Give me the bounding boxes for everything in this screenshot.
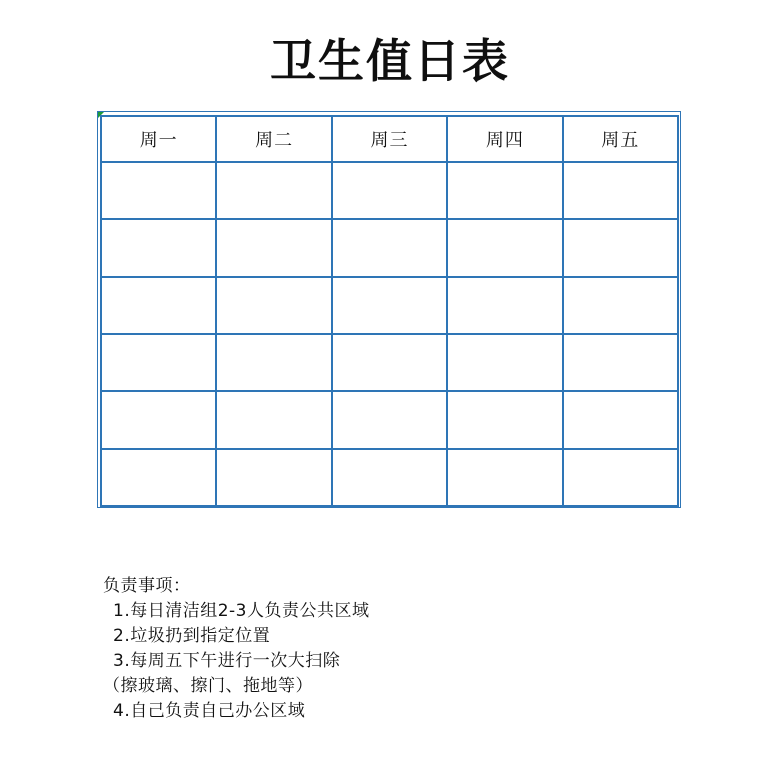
table-cell[interactable] bbox=[563, 162, 678, 219]
table-cell[interactable] bbox=[332, 162, 447, 219]
table-cell[interactable] bbox=[101, 391, 216, 448]
table-cell[interactable] bbox=[332, 391, 447, 448]
table-row bbox=[101, 391, 678, 448]
header-monday[interactable]: 周一 bbox=[101, 116, 216, 162]
table-row bbox=[101, 219, 678, 276]
header-friday[interactable]: 周五 bbox=[563, 116, 678, 162]
table-header-row bbox=[101, 116, 678, 162]
table-cell[interactable] bbox=[447, 391, 562, 448]
table-cell[interactable] bbox=[447, 449, 562, 506]
table-cell[interactable] bbox=[216, 219, 331, 276]
table-cell[interactable] bbox=[332, 219, 447, 276]
table-cell[interactable] bbox=[101, 334, 216, 391]
table-cell[interactable] bbox=[563, 334, 678, 391]
table-cell[interactable] bbox=[447, 162, 562, 219]
table-cell[interactable] bbox=[332, 334, 447, 391]
header-tuesday[interactable]: 周二 bbox=[216, 116, 331, 162]
duty-roster-table bbox=[100, 115, 679, 507]
table-cell[interactable] bbox=[216, 162, 331, 219]
table-cell[interactable] bbox=[447, 277, 562, 334]
table-cell[interactable] bbox=[101, 277, 216, 334]
table-row bbox=[101, 334, 678, 391]
table-cell[interactable] bbox=[447, 219, 562, 276]
table-row bbox=[101, 277, 678, 334]
table-cell[interactable] bbox=[101, 219, 216, 276]
duty-notes bbox=[103, 574, 370, 724]
table-cell[interactable] bbox=[332, 449, 447, 506]
table-cell[interactable] bbox=[447, 334, 562, 391]
notes-item: 1.每日清洁组2-3人负责公共区域 bbox=[113, 601, 370, 621]
table-cell[interactable] bbox=[563, 391, 678, 448]
table-cell[interactable] bbox=[332, 277, 447, 334]
table-cell[interactable] bbox=[216, 277, 331, 334]
table-cell[interactable] bbox=[101, 449, 216, 506]
header-thursday[interactable]: 周四 bbox=[447, 116, 562, 162]
table-row bbox=[101, 162, 678, 219]
notes-item: 3.每周五下午进行一次大扫除 bbox=[113, 651, 341, 671]
page-title: 卫生值日表 bbox=[270, 34, 510, 88]
notes-item: 2.垃圾扔到指定位置 bbox=[113, 626, 271, 646]
table-cell[interactable] bbox=[101, 162, 216, 219]
notes-item: （擦玻璃、擦门、拖地等） bbox=[103, 676, 313, 696]
table-cell[interactable] bbox=[216, 391, 331, 448]
table-cell[interactable] bbox=[216, 449, 331, 506]
table-cell[interactable] bbox=[563, 449, 678, 506]
table-row bbox=[101, 449, 678, 506]
notes-item: 4.自己负责自己办公区域 bbox=[113, 701, 306, 721]
table-cell[interactable] bbox=[216, 334, 331, 391]
notes-heading: 负责事项： bbox=[103, 576, 191, 596]
table-cell[interactable] bbox=[563, 277, 678, 334]
header-wednesday[interactable]: 周三 bbox=[332, 116, 447, 162]
table-cell[interactable] bbox=[563, 219, 678, 276]
